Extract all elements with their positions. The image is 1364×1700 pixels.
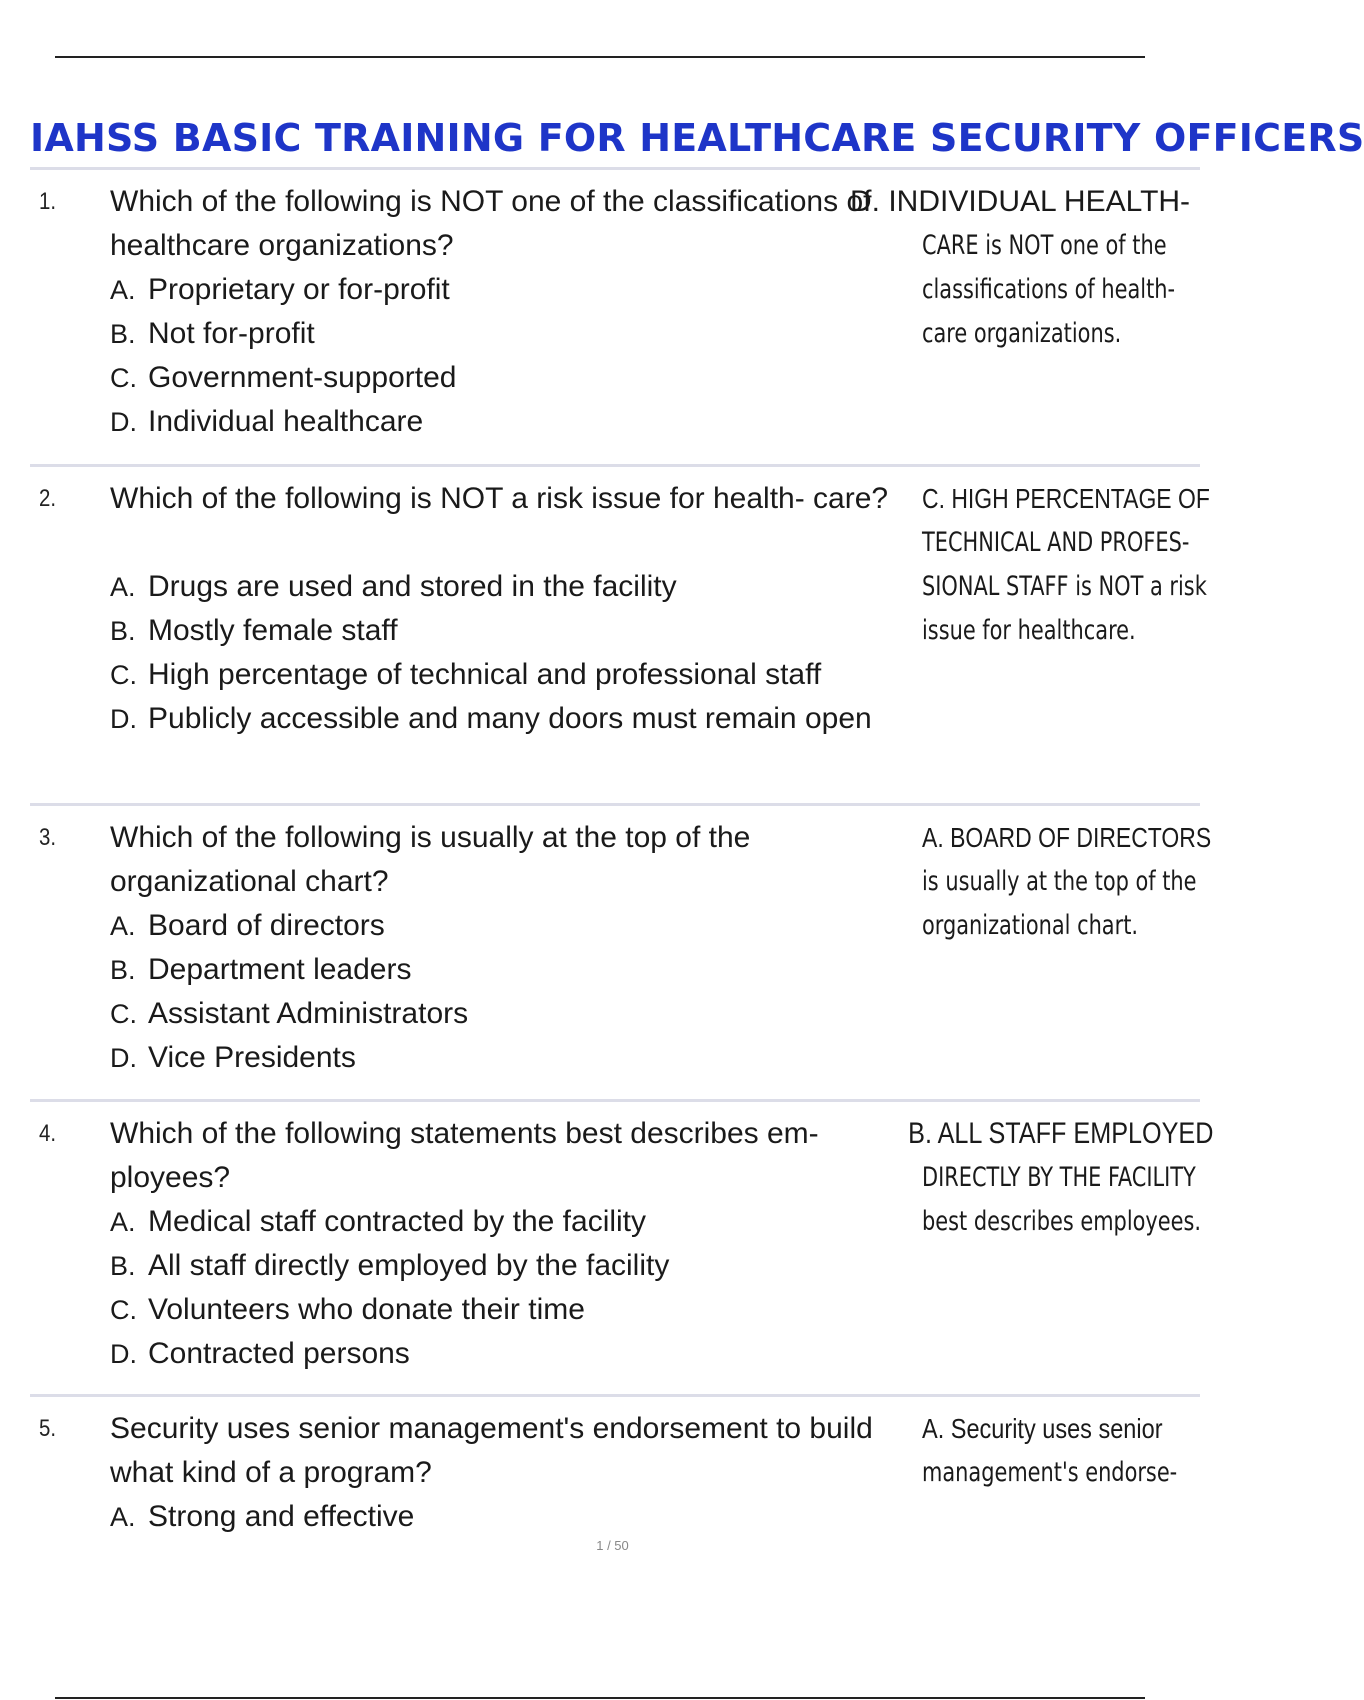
options-list xyxy=(110,1495,910,1539)
option: C. Government-supported xyxy=(110,361,457,394)
answer-heading: D. INDIVIDUAL HEALTH- xyxy=(850,185,1191,218)
top-rule xyxy=(55,56,1145,58)
question-number: 2. xyxy=(39,485,57,512)
answer-explanation xyxy=(922,224,1190,356)
options-list xyxy=(110,904,910,1080)
question-separator xyxy=(30,803,1200,806)
question-separator xyxy=(30,1394,1200,1397)
options-list xyxy=(110,565,910,741)
question-separator xyxy=(30,1099,1200,1102)
answer-heading xyxy=(922,816,1212,860)
option: A. Medical staff contracted by the facility xyxy=(110,1205,647,1238)
explanation-line: best describes employees. xyxy=(922,1206,1202,1237)
option: A. Proprietary or for-profit xyxy=(110,273,450,306)
question-text: Which of the following is NOT one of the classifications of healthcare organizations? xyxy=(110,185,872,262)
explanation-line: DIRECTLY BY THE FACILITY xyxy=(922,1162,1196,1193)
answer-heading-text: A. BOARD OF DIRECTORS xyxy=(922,822,1212,853)
option: D. Publicly accessible and many doors must remain open xyxy=(110,702,872,735)
question-text: Security uses senior management's endorsement to build what kind of a program? xyxy=(110,1412,873,1489)
explanation-line: TECHNICAL AND PROFES- xyxy=(922,527,1190,558)
explanation-line: SIONAL STAFF is NOT a risk xyxy=(922,571,1207,602)
explanation-line: organizational chart. xyxy=(922,910,1139,941)
explanation-line: care organizations. xyxy=(922,318,1122,349)
answer-explanation xyxy=(922,1451,1190,1495)
question-separator xyxy=(30,464,1200,467)
question-text: Which of the following is usually at the top of the organizational chart? xyxy=(110,821,751,898)
question-number: 1. xyxy=(39,188,57,215)
page-number: 1 / 50 xyxy=(596,1538,629,1553)
explanation-line: is usually at the top of the xyxy=(922,866,1197,897)
option: B. Mostly female staff xyxy=(110,614,398,647)
answer-explanation xyxy=(922,860,1197,948)
option: A. Board of directors xyxy=(110,909,385,942)
option: B. Not for-profit xyxy=(110,317,315,350)
option: A. Strong and effective xyxy=(110,1500,415,1533)
answer-heading-text: C. HIGH PERCENTAGE OF xyxy=(922,483,1210,514)
explanation-line: classifications of health- xyxy=(922,274,1176,305)
option: B. All staff directly employed by the facility xyxy=(110,1249,670,1282)
answer-heading xyxy=(922,1407,1192,1451)
option: D. Contracted persons xyxy=(110,1337,410,1370)
question-number: 3. xyxy=(39,824,57,851)
answer-explanation xyxy=(922,521,1207,653)
option: D. Individual healthcare xyxy=(110,405,424,438)
bottom-rule xyxy=(55,1697,1145,1699)
option: C. Volunteers who donate their time xyxy=(110,1293,585,1326)
option: A. Drugs are used and stored in the facility xyxy=(110,570,677,603)
answer-heading xyxy=(922,477,1210,521)
question-text: Which of the following statements best describes em- ployees? xyxy=(110,1117,819,1194)
options-list xyxy=(110,1200,910,1376)
explanation-line: management's endorse- xyxy=(922,1457,1178,1488)
answer-heading xyxy=(850,1112,1214,1156)
question-number: 5. xyxy=(39,1415,57,1442)
option: B. Department leaders xyxy=(110,953,412,986)
option: D. Vice Presidents xyxy=(110,1041,356,1074)
answer-heading-text: A. Security uses senior xyxy=(922,1413,1163,1444)
title-underline xyxy=(30,167,1200,170)
question-text: Which of the following is NOT a risk issue for health- care? xyxy=(110,482,889,515)
document-title: IAHSS BASIC TRAINING FOR HEALTHCARE SECURITY OFFICERS xyxy=(30,116,1364,160)
answer-heading-text: B. ALL STAFF EMPLOYED xyxy=(908,1117,1214,1150)
answer-explanation xyxy=(922,1156,1202,1244)
option: C. Assistant Administrators xyxy=(110,997,469,1030)
question-number: 4. xyxy=(39,1120,57,1147)
options-list xyxy=(110,268,910,444)
option: C. High percentage of technical and professional staff xyxy=(110,658,822,691)
explanation-line: issue for healthcare. xyxy=(922,615,1136,646)
explanation-line: CARE is NOT one of the xyxy=(922,230,1167,261)
